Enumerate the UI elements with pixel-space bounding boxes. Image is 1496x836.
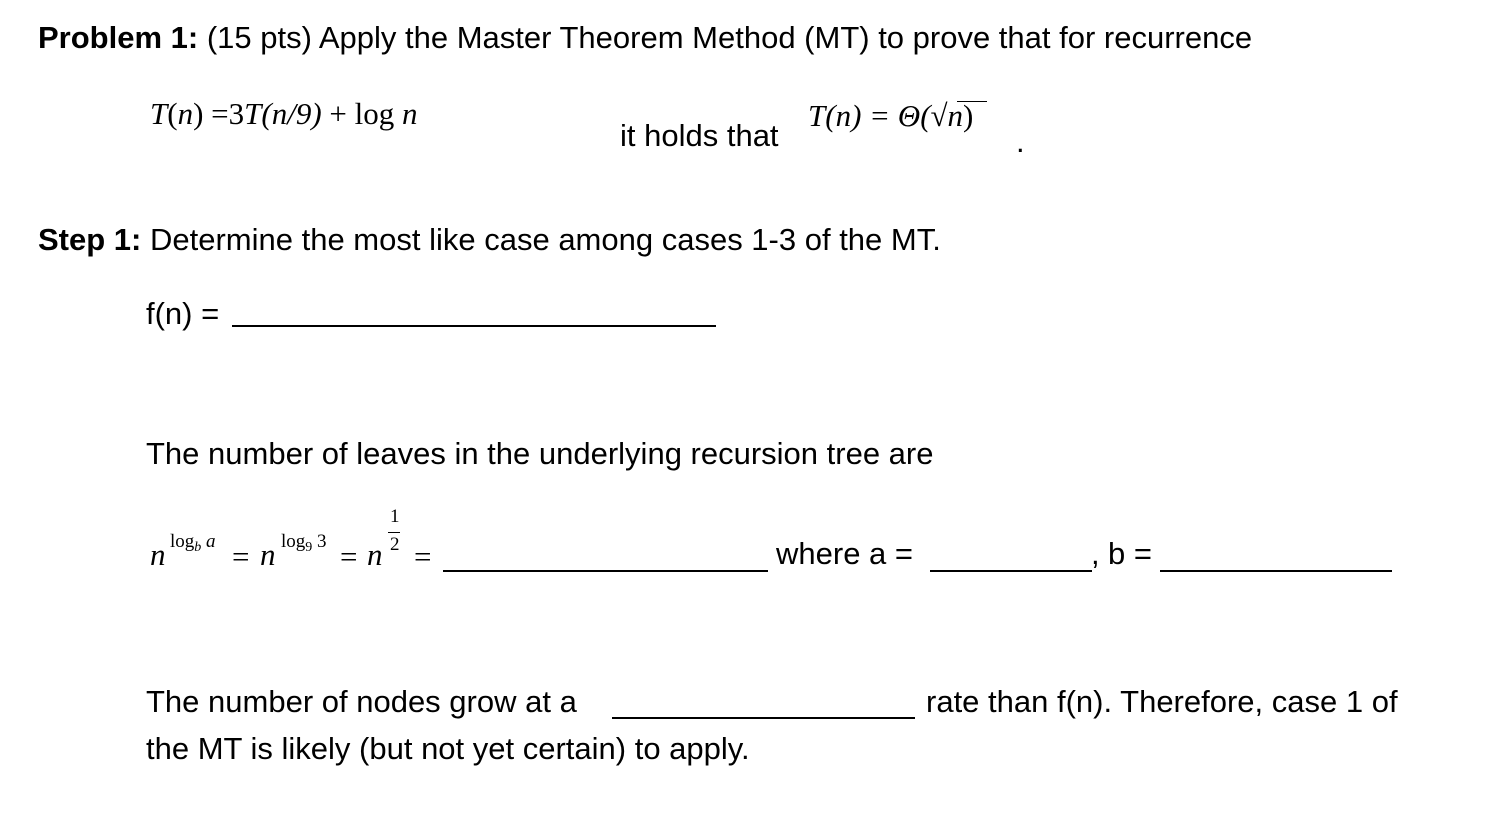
leaves-eq1: = — [232, 539, 250, 574]
leaves-frac-line — [388, 532, 400, 533]
where-a-label: where a = — [776, 536, 914, 571]
leaves-answer-blank[interactable] — [443, 570, 768, 572]
recurrence-formula — [150, 96, 418, 132]
nodes-line1-pre: The number of nodes grow at a — [146, 684, 577, 719]
leaves-n3: n — [367, 537, 383, 572]
where-comma: , — [1091, 536, 1100, 571]
leaves-frac-den: 2 — [390, 534, 400, 555]
leaves-n1: n — [150, 537, 166, 572]
recurrence-T2: T — [244, 96, 262, 131]
sqrt-bar — [957, 101, 987, 102]
leaves-exp2-3: 3 — [317, 531, 327, 552]
theta-period: . — [1016, 124, 1025, 159]
leaves-exp1-sub: b — [194, 540, 202, 555]
b-answer-blank[interactable] — [1160, 570, 1392, 572]
leaves-exp2: $\log_9 3$ — [281, 531, 327, 555]
fn-answer-blank[interactable] — [232, 325, 716, 327]
theta-lhs: T(n) = Θ( — [808, 98, 931, 133]
leaves-eq3: = — [414, 539, 432, 574]
recurrence-n: n — [177, 96, 194, 131]
recurrence-equals: = — [211, 96, 229, 131]
leaves-eq2: = — [340, 539, 358, 574]
step1-label: Step 1: — [38, 222, 142, 257]
recurrence-plus: + — [329, 96, 347, 131]
holds-text: it holds that — [620, 118, 779, 153]
theta-n: n — [947, 98, 964, 133]
recurrence-n2: n — [402, 96, 418, 131]
growth-answer-blank[interactable] — [612, 717, 915, 719]
where-b-label: b = — [1108, 536, 1152, 571]
theta-rparen: ) — [963, 98, 974, 133]
nodes-line2: the MT is likely (but not yet certain) to apply. — [146, 731, 750, 766]
theta-formula — [808, 98, 973, 134]
problem-line — [38, 20, 1252, 56]
recurrence-T: T — [150, 96, 168, 131]
recurrence-close: ) — [193, 96, 204, 131]
fn-label: f(n) = — [146, 296, 220, 331]
nodes-line1-post: rate than f(n). Therefore, case 1 of — [926, 684, 1398, 719]
recurrence-open: ( — [167, 96, 178, 131]
step1-line — [38, 222, 941, 258]
step1-text: Determine the most like case among cases 1-3 of the MT. — [149, 222, 941, 257]
problem-text: (15 pts) Apply the Master Theorem Method (MT) to prove that for recurrence — [206, 20, 1253, 55]
recurrence-log: log — [354, 96, 395, 131]
a-answer-blank[interactable] — [930, 570, 1092, 572]
recurrence-coef: 3 — [228, 96, 245, 131]
leaves-text: The number of leaves in the underlying recursion tree are — [146, 436, 934, 471]
leaves-exp1-a: a — [206, 531, 216, 552]
leaves-exp2-sub: 9 — [305, 540, 313, 555]
leaves-exp1: $\log_b a$ — [170, 531, 216, 555]
leaves-n2: n — [260, 537, 276, 572]
problem-label: Problem 1: — [38, 20, 199, 55]
recurrence-arg: (n/9) — [261, 96, 322, 131]
leaves-frac-num: 1 — [390, 506, 400, 527]
sqrt-symbol: √ — [930, 98, 948, 133]
